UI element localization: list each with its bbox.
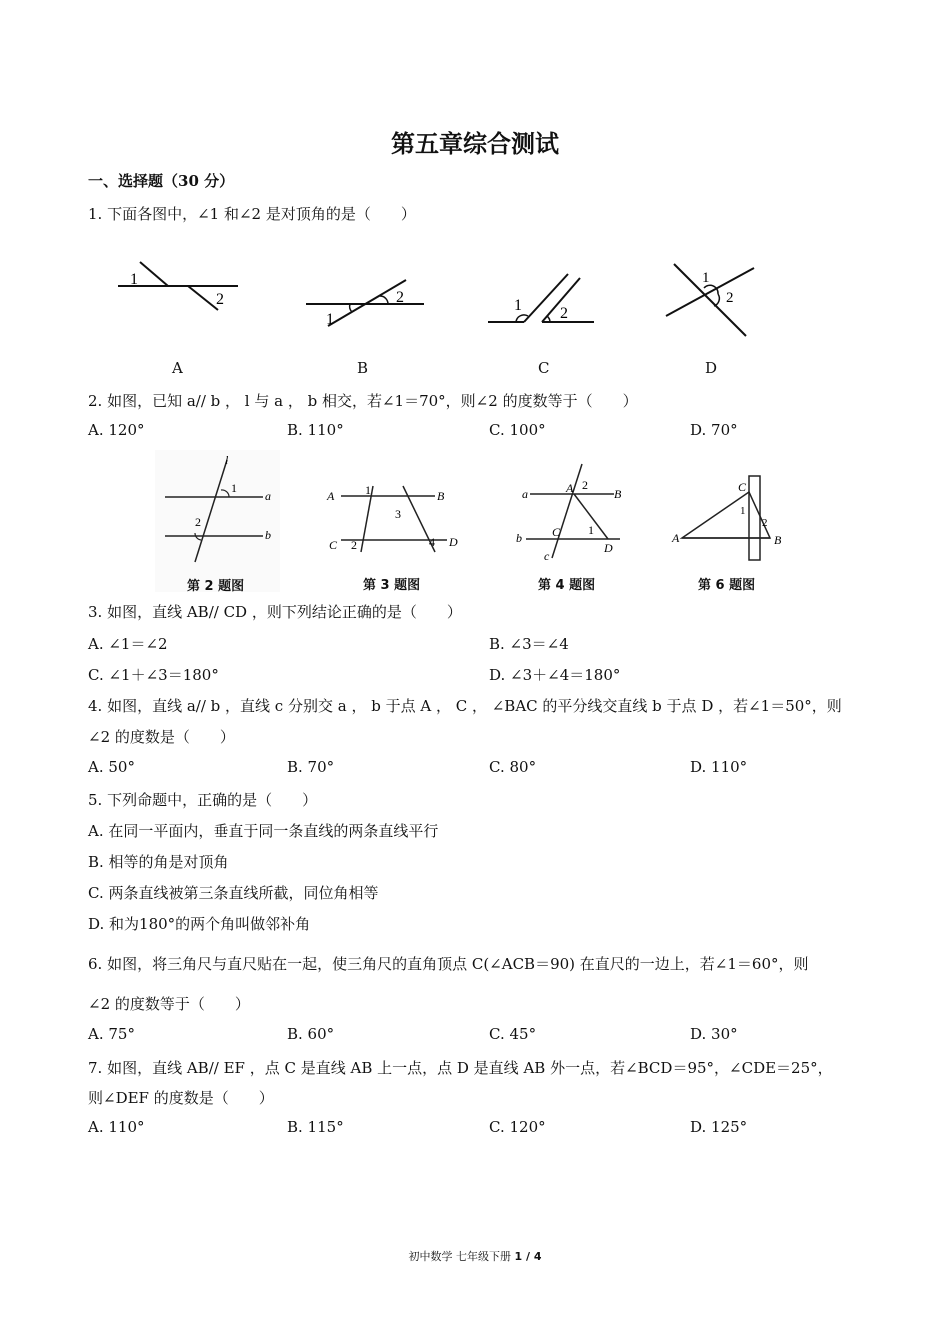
page-footer — [0, 1248, 950, 1264]
q4-option-a: A. 50° — [88, 758, 135, 776]
q7-option-a: A. 110° — [88, 1118, 145, 1136]
q4-stem-line1: 4. 如图，直线 a// b ，直线 c 分别交 a ， b 于点 A ， C ， ∠BAC 的平分线交直线 b 于点 D ，若∠1＝50°，则 — [88, 697, 842, 715]
q1-label-c: C — [538, 359, 550, 377]
q7-stem-line1: 7. 如图，直线 AB// EF ，点 C 是直线 AB 上一点，点 D 是直线 AB 外一点，若∠BCD＝95°，∠CDE＝25°， — [88, 1059, 833, 1077]
figure-6 — [668, 476, 793, 592]
svg-text:a: a — [265, 489, 271, 503]
svg-text:A: A — [566, 481, 574, 495]
svg-text:b: b — [265, 528, 271, 542]
q5-option-b: B. 相等的角是对顶角 — [88, 853, 229, 871]
q6-stem-line2: ∠2 的度数等于（ ） — [88, 995, 250, 1013]
svg-text:3: 3 — [395, 507, 401, 521]
page-title: 第五章综合测试 — [391, 129, 559, 158]
q1-stem: 1. 下面各图中，∠1 和∠2 是对顶角的是（ ） — [88, 205, 416, 223]
figure-4-caption: 第 4 题图 — [538, 578, 596, 593]
q6-option-c: C. 45° — [489, 1025, 537, 1043]
svg-text:1: 1 — [231, 481, 237, 495]
svg-text:2: 2 — [396, 289, 404, 306]
svg-text:C: C — [329, 538, 338, 552]
q4-option-c: C. 80° — [489, 758, 537, 776]
q1-label-b: B — [357, 359, 369, 377]
svg-text:l: l — [225, 453, 229, 467]
figure-3 — [325, 478, 465, 592]
q3-option-a: A. ∠1＝∠2 — [88, 635, 168, 653]
svg-text:1: 1 — [514, 297, 522, 314]
q1-figure-b — [300, 272, 430, 336]
q5-option-a: A. 在同一平面内，垂直于同一条直线的两条直线平行 — [88, 822, 439, 840]
q6-option-a: A. 75° — [88, 1025, 135, 1043]
figure-2 — [155, 450, 280, 592]
q4-option-d: D. 110° — [690, 758, 748, 776]
q7-option-b: B. 115° — [287, 1118, 344, 1136]
svg-text:a: a — [522, 487, 528, 501]
q7-option-d: D. 125° — [690, 1118, 748, 1136]
svg-text:2: 2 — [216, 291, 224, 308]
svg-text:B: B — [437, 489, 445, 503]
svg-text:2: 2 — [195, 515, 201, 529]
q3-option-d: D. ∠3＋∠4＝180° — [489, 666, 621, 684]
q2-option-b: B. 110° — [287, 421, 344, 439]
footer-text: 初中数学 七年级下册 — [408, 1250, 511, 1263]
svg-text:C: C — [552, 525, 561, 539]
svg-text:B: B — [774, 533, 782, 547]
svg-text:1: 1 — [588, 523, 594, 537]
q2-stem: 2. 如图，已知 a// b ， l 与 a ， b 相交，若∠1＝70°，则∠2 的度数等于（ ） — [88, 392, 638, 410]
svg-text:1: 1 — [740, 505, 746, 517]
q6-option-d: D. 30° — [690, 1025, 738, 1043]
figure-6-caption: 第 6 题图 — [698, 578, 756, 593]
q1-label-a: A — [172, 359, 183, 377]
svg-text:1: 1 — [130, 271, 138, 288]
svg-text:D: D — [449, 535, 458, 549]
svg-text:2: 2 — [560, 305, 568, 322]
figure-3-caption: 第 3 题图 — [363, 578, 421, 593]
svg-text:1: 1 — [365, 483, 371, 497]
q5-stem: 5. 下列命题中，正确的是（ ） — [88, 791, 318, 809]
svg-text:A: A — [327, 489, 335, 503]
q3-stem: 3. 如图，直线 AB// CD ，则下列结论正确的是（ ） — [88, 603, 462, 621]
figure-4 — [512, 462, 632, 592]
q1-figure-a — [110, 252, 250, 326]
svg-text:C: C — [738, 480, 747, 494]
q1-label-d: D — [705, 359, 718, 377]
q6-option-b: B. 60° — [287, 1025, 335, 1043]
svg-text:b: b — [516, 531, 522, 545]
page-number: 1 / 4 — [514, 1250, 542, 1263]
q3-option-c: C. ∠1＋∠3＝180° — [88, 666, 219, 684]
svg-text:2: 2 — [351, 538, 357, 552]
svg-text:2: 2 — [762, 517, 768, 529]
svg-text:1: 1 — [702, 270, 710, 286]
section-heading: 一、选择题（30 分） — [88, 172, 235, 190]
q7-stem-line2: 则∠DEF 的度数是（ ） — [88, 1089, 274, 1107]
q2-option-a: A. 120° — [88, 421, 145, 439]
svg-text:1: 1 — [326, 311, 334, 328]
svg-text:A: A — [672, 531, 680, 545]
svg-text:4: 4 — [429, 535, 435, 549]
q2-option-c: C. 100° — [489, 421, 546, 439]
q5-option-c: C. 两条直线被第三条直线所截，同位角相等 — [88, 884, 379, 902]
svg-text:D: D — [604, 541, 613, 555]
svg-text:2: 2 — [726, 290, 734, 306]
q4-stem-line2: ∠2 的度数是（ ） — [88, 728, 235, 746]
q2-option-d: D. 70° — [690, 421, 738, 439]
q1-figure-d — [664, 260, 764, 344]
q6-stem-line1: 6. 如图，将三角尺与直尺贴在一起，使三角尺的直角顶点 C(∠ACB＝90) 在直尺的一边上，若∠1＝60°，则 — [88, 955, 809, 973]
svg-text:2: 2 — [582, 478, 588, 492]
q1-figure-c — [486, 270, 606, 334]
q7-option-c: C. 120° — [489, 1118, 546, 1136]
q3-option-b: B. ∠3＝∠4 — [489, 635, 569, 653]
figure-2-caption: 第 2 题图 — [187, 579, 245, 594]
q5-option-d: D. 和为180°的两个角叫做邻补角 — [88, 915, 311, 933]
svg-text:B: B — [614, 487, 622, 501]
svg-text:c: c — [544, 549, 550, 563]
q4-option-b: B. 70° — [287, 758, 335, 776]
